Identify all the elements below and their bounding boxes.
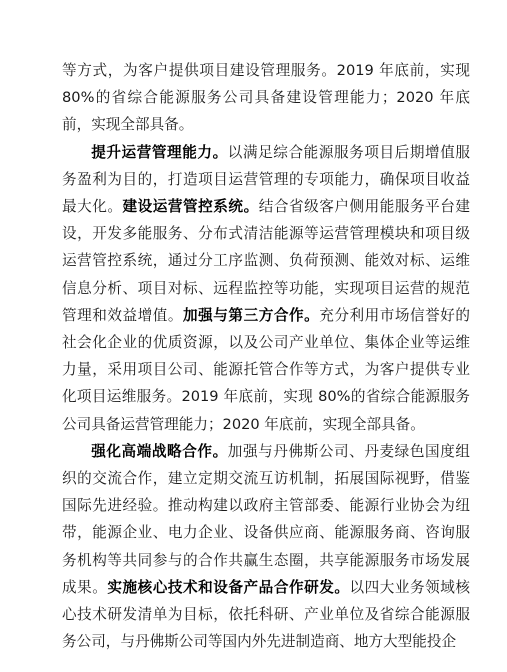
paragraph-text: 充分利用市场信誉好的社会化企业的优质资源，以及公司产业单位、集体企业等运维力量，采用项目公司、能源托管合作等方式，为客户提供专业化项目运维服务。2019 年底前，实现 80%的省综合能源服务公司具备运营管理能力；2020 年底前，实现全部具备。	[62, 306, 470, 433]
paragraph-text: 加强与丹佛斯公司、丹麦绿色国度组织的交流合作，建立定期交流互访机制，拓展国际视野，借鉴国际先进经验。推动构建以政府主管部委、能源行业协会为纽带，能源企业、电力企业、设备供应商、能源服务商、咨询服务机构等共同参与的合作共赢生态圈，共享能源服务市场发展成果。	[62, 442, 470, 596]
paragraph-text: 以四大业务领域核心技术研发清单为目标，依托科研、产业单位及省综合能源服务公司，与丹佛斯公司等国内外先进制造商、地方大型能投企	[62, 578, 470, 651]
paragraph-text: 以满足综合能源服务项目后期增值服务盈利为目的，打造项目运营管理的专项能力，确保项目收益最大化。	[62, 143, 470, 216]
heading-third-party-cooperation: 加强与第三方合作。	[183, 306, 320, 324]
heading-build-control-system: 建设运营管控系统。	[122, 198, 259, 216]
heading-strengthen-strategic-cooperation: 强化高端战略合作。	[91, 442, 228, 460]
heading-improve-operation-capability: 提升运营管理能力。	[91, 143, 228, 161]
paragraph-text: 结合省级客户侧用能服务平台建设，开发多能服务、分布式清洁能源等运营管理模块和项目级运营管控系统，通过分工序监测、负荷预测、能效对标、运维信息分析、项目对标、远程监控等功能，实现项目运营的规范管理和效益增值。	[62, 198, 470, 324]
paragraph-strategic-cooperation	[62, 438, 470, 656]
paragraph-construction-management	[62, 57, 470, 139]
paragraph-operation-management	[62, 139, 470, 438]
paragraph-text: 等方式，为客户提供项目建设管理服务。2019 年底前，实现 80%的省综合能源服务公司具备建设管理能力；2020 年底前，实现全部具备。	[62, 62, 470, 134]
document-body	[62, 57, 470, 655]
heading-joint-rd: 实施核心技术和设备产品合作研发。	[107, 578, 350, 596]
